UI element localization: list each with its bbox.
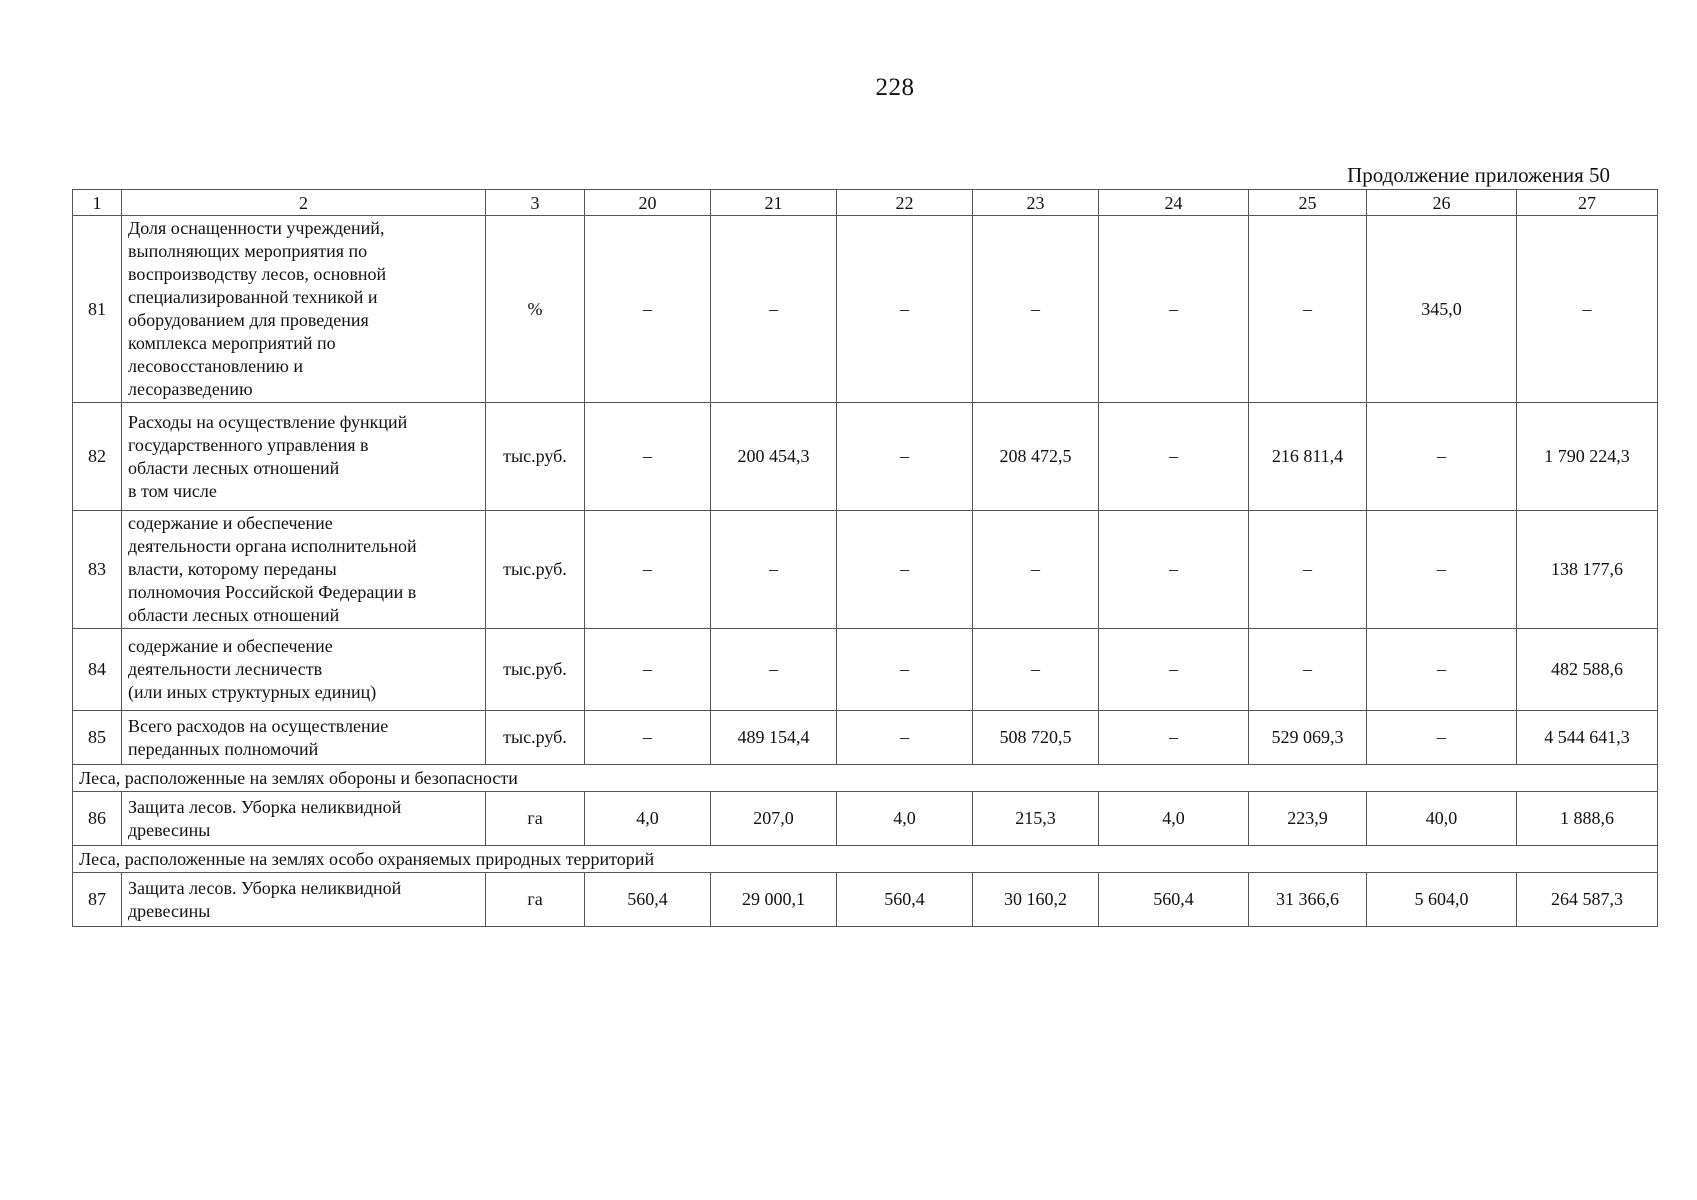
value-cell: – xyxy=(837,216,973,403)
table-row xyxy=(73,873,1658,927)
value-cell: – xyxy=(585,403,711,511)
value-cell: 264 587,3 xyxy=(1517,873,1658,927)
row-number: 84 xyxy=(73,629,122,711)
value-cell: 1 888,6 xyxy=(1517,792,1658,846)
header-cell: 2 xyxy=(122,190,486,216)
value-cell: – xyxy=(837,629,973,711)
value-cell: 215,3 xyxy=(973,792,1099,846)
value-cell: 345,0 xyxy=(1367,216,1517,403)
value-cell: 208 472,5 xyxy=(973,403,1099,511)
value-cell: 529 069,3 xyxy=(1249,711,1367,765)
value-cell: 489 154,4 xyxy=(711,711,837,765)
indicator-name-line: содержание и обеспечение xyxy=(128,636,333,656)
value-cell: 223,9 xyxy=(1249,792,1367,846)
indicator-name-line: переданных полномочий xyxy=(128,738,319,759)
indicator-name xyxy=(122,873,486,927)
indicator-name-line: области лесных отношений xyxy=(128,457,340,478)
indicator-name-line: в том числе xyxy=(128,480,217,501)
indicator-name-line: Всего расходов на осуществление xyxy=(128,715,389,736)
appendix-continuation-title: Продолжение приложения 50 xyxy=(1347,163,1610,187)
indicator-name-line: содержание и обеспечение xyxy=(128,513,333,533)
value-cell: 4,0 xyxy=(585,792,711,846)
unit-cell: тыс.руб. xyxy=(486,403,585,511)
header-cell: 23 xyxy=(973,190,1099,216)
value-cell: – xyxy=(1099,711,1249,765)
value-cell: 560,4 xyxy=(585,873,711,927)
value-cell: 30 160,2 xyxy=(973,873,1099,927)
value-cell: – xyxy=(1367,629,1517,711)
header-cell: 24 xyxy=(1099,190,1249,216)
header-cell: 27 xyxy=(1517,190,1658,216)
value-cell: 216 811,4 xyxy=(1249,403,1367,511)
value-cell: – xyxy=(973,511,1099,629)
value-cell: 482 588,6 xyxy=(1517,629,1658,711)
indicator-name xyxy=(122,792,486,846)
value-cell: 29 000,1 xyxy=(711,873,837,927)
value-cell: – xyxy=(585,511,711,629)
value-cell: 31 366,6 xyxy=(1249,873,1367,927)
header-cell: 22 xyxy=(837,190,973,216)
indicator-name-line: области лесных отношений xyxy=(128,605,340,625)
indicator-name xyxy=(122,711,486,765)
indicator-name-line: Расходы на осуществление функций xyxy=(128,411,408,432)
indicator-name-line: лесоразведению xyxy=(128,379,253,399)
value-cell: – xyxy=(711,511,837,629)
indicator-name-line: власти, которому переданы xyxy=(128,559,337,579)
value-cell: – xyxy=(973,629,1099,711)
appendix-table xyxy=(72,189,1658,927)
indicator-name-line: Защита лесов. Уборка неликвидной xyxy=(128,877,402,898)
indicator-name-line: (или иных структурных единиц) xyxy=(128,682,377,702)
value-cell: 4,0 xyxy=(1099,792,1249,846)
unit-cell: тыс.руб. xyxy=(486,511,585,629)
indicator-name xyxy=(122,511,486,629)
value-cell: 560,4 xyxy=(837,873,973,927)
value-cell: – xyxy=(1249,629,1367,711)
table-row xyxy=(73,792,1658,846)
value-cell: – xyxy=(1249,511,1367,629)
indicator-name-line: древесины xyxy=(128,819,211,840)
row-number: 82 xyxy=(73,403,122,511)
value-cell: 40,0 xyxy=(1367,792,1517,846)
unit-cell: тыс.руб. xyxy=(486,629,585,711)
value-cell: – xyxy=(585,711,711,765)
table-body xyxy=(73,190,1658,927)
section-row xyxy=(73,765,1658,792)
indicator-name-line: полномочия Российской Федерации в xyxy=(128,582,417,602)
table-header-row xyxy=(73,190,1658,216)
table-row xyxy=(73,216,1658,403)
indicator-name-line: оборудованием для проведения xyxy=(128,310,369,330)
row-number: 86 xyxy=(73,792,122,846)
indicator-name-line: Защита лесов. Уборка неликвидной xyxy=(128,796,402,817)
indicator-name-line: государственного управления в xyxy=(128,434,369,455)
value-cell: – xyxy=(837,403,973,511)
row-number: 83 xyxy=(73,511,122,629)
value-cell: 200 454,3 xyxy=(711,403,837,511)
value-cell: – xyxy=(837,711,973,765)
value-cell: – xyxy=(1099,511,1249,629)
indicator-name-line: выполняющих мероприятия по xyxy=(128,241,368,261)
unit-cell: га xyxy=(486,792,585,846)
value-cell: 4,0 xyxy=(837,792,973,846)
indicator-name-line: воспроизводству лесов, основной xyxy=(128,264,387,284)
value-cell: 1 790 224,3 xyxy=(1517,403,1658,511)
section-title: Леса, расположенные на землях особо охраняемых природных территорий xyxy=(73,846,1658,873)
value-cell: – xyxy=(1517,216,1658,403)
indicator-name-line: деятельности органа исполнительной xyxy=(128,536,417,556)
header-cell: 1 xyxy=(73,190,122,216)
header-cell: 20 xyxy=(585,190,711,216)
section-row xyxy=(73,846,1658,873)
indicator-name-line: Доля оснащенности учреждений, xyxy=(128,218,385,238)
value-cell: – xyxy=(1367,403,1517,511)
indicator-name-line: специализированной техникой и xyxy=(128,287,378,307)
value-cell: – xyxy=(1099,403,1249,511)
value-cell: – xyxy=(711,216,837,403)
header-cell: 21 xyxy=(711,190,837,216)
row-number: 81 xyxy=(73,216,122,403)
page-number: 228 xyxy=(875,74,915,101)
value-cell: – xyxy=(973,216,1099,403)
value-cell: 560,4 xyxy=(1099,873,1249,927)
unit-cell: тыс.руб. xyxy=(486,711,585,765)
header-cell: 26 xyxy=(1367,190,1517,216)
table-row xyxy=(73,511,1658,629)
value-cell: – xyxy=(1367,511,1517,629)
indicator-name xyxy=(122,216,486,403)
unit-cell: га xyxy=(486,873,585,927)
value-cell: – xyxy=(585,216,711,403)
value-cell: 508 720,5 xyxy=(973,711,1099,765)
indicator-name xyxy=(122,403,486,511)
row-number: 87 xyxy=(73,873,122,927)
value-cell: – xyxy=(1099,629,1249,711)
unit-cell: % xyxy=(486,216,585,403)
header-cell: 25 xyxy=(1249,190,1367,216)
indicator-name-line: деятельности лесничеств xyxy=(128,659,323,679)
value-cell: 4 544 641,3 xyxy=(1517,711,1658,765)
value-cell: 207,0 xyxy=(711,792,837,846)
indicator-name-line: древесины xyxy=(128,900,211,921)
table-row xyxy=(73,403,1658,511)
section-title: Леса, расположенные на землях обороны и безопасности xyxy=(73,765,1658,792)
row-number: 85 xyxy=(73,711,122,765)
value-cell: – xyxy=(585,629,711,711)
value-cell: – xyxy=(1099,216,1249,403)
header-cell: 3 xyxy=(486,190,585,216)
indicator-name-line: комплекса мероприятий по xyxy=(128,333,336,353)
value-cell: 5 604,0 xyxy=(1367,873,1517,927)
table-row xyxy=(73,629,1658,711)
value-cell: – xyxy=(1367,711,1517,765)
indicator-name-line: лесовосстановлению и xyxy=(128,356,303,376)
indicator-name xyxy=(122,629,486,711)
value-cell: – xyxy=(837,511,973,629)
value-cell: 138 177,6 xyxy=(1517,511,1658,629)
table-row xyxy=(73,711,1658,765)
value-cell: – xyxy=(711,629,837,711)
value-cell: – xyxy=(1249,216,1367,403)
